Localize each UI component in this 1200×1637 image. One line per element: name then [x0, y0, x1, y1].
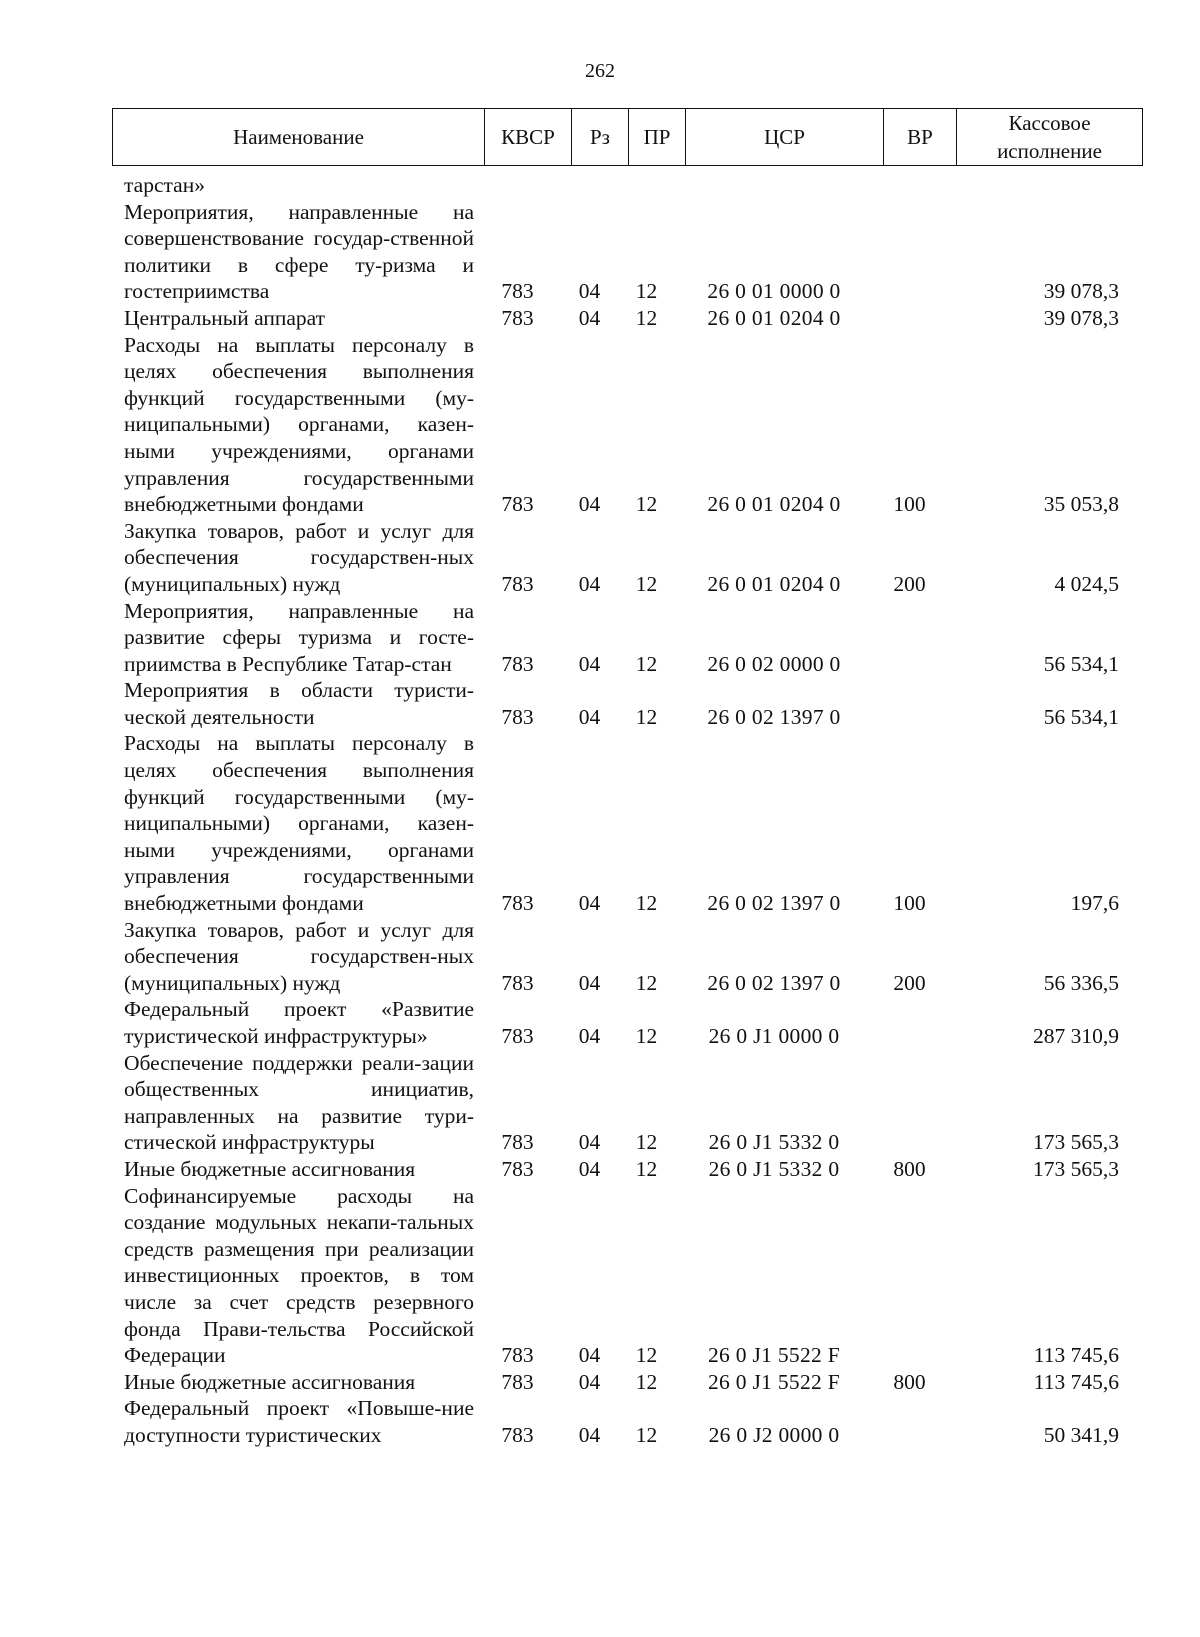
row-pr: 12: [635, 891, 658, 916]
header-cash-execution: Кассовое исполнение: [997, 111, 1102, 163]
row-pr: 12: [635, 704, 658, 729]
row-kvsr: 783: [501, 704, 534, 729]
row-rz: 04: [578, 891, 601, 916]
table-row: [112, 332, 1143, 518]
table-row: [112, 677, 1143, 730]
table-row: [112, 1050, 1143, 1156]
row-pr: 12: [635, 1343, 658, 1368]
row-kvsr: 783: [501, 1369, 534, 1394]
row-name: Софинансируемые расходы на создание модульных некапи-тальных средств размещения при реализации инвестиционных проектов, в том числе за счет средств резервного фонда Прави-тельства Российской Федерации: [124, 1183, 474, 1368]
row-kvsr: 783: [501, 891, 534, 916]
row-csr: 26 0 01 0204 0: [707, 305, 841, 330]
row-name: Иные бюджетные ассигнования: [124, 1156, 416, 1181]
row-csr: 26 0 01 0204 0: [707, 492, 841, 517]
row-vr: 100: [893, 891, 926, 916]
row-vr: 100: [893, 492, 926, 517]
row-pr: 12: [635, 1130, 658, 1155]
row-rz: 04: [578, 651, 601, 676]
row-rz: 04: [578, 1156, 601, 1181]
row-kvsr: 783: [501, 1156, 534, 1181]
row-name: Федеральный проект «Развитие туристической инфраструктуры»: [124, 997, 474, 1048]
row-csr: 26 0 02 1397 0: [707, 970, 841, 995]
row-pr: 12: [635, 1024, 658, 1048]
table-row: [112, 917, 1143, 997]
row-rz: 04: [578, 305, 601, 330]
row-pr: 12: [635, 305, 658, 330]
row-rz: 04: [578, 1024, 601, 1048]
row-kvsr: 783: [501, 305, 534, 330]
table-row: [112, 996, 1143, 1049]
row-pr: 12: [635, 1369, 658, 1394]
header-kvsr: КВСР: [485, 109, 572, 165]
table-header: [112, 108, 1143, 166]
row-csr: 26 0 J1 0000 0: [708, 1024, 840, 1048]
row-kvsr: 783: [501, 1130, 534, 1155]
table-row: [112, 1183, 1143, 1369]
header-pr: ПР: [629, 109, 686, 165]
row-pr: 12: [635, 1156, 658, 1181]
table-row: [112, 518, 1143, 598]
row-kvsr: 783: [501, 970, 534, 995]
row-pr: 12: [635, 279, 658, 304]
row-cash-execution: 173 565,3: [1033, 1156, 1119, 1181]
row-rz: 04: [578, 492, 601, 517]
row-pr: 12: [635, 970, 658, 995]
row-name: Мероприятия в области туристи-ческой деятельности: [124, 678, 474, 729]
row-pr: 12: [635, 571, 658, 596]
row-kvsr: 783: [501, 571, 534, 596]
row-name: Закупка товаров, работ и услуг для обеспечения государствен-ных (муниципальных) нужд: [124, 518, 474, 596]
row-cash-execution: 35 053,8: [1043, 492, 1119, 517]
row-cash-execution: 287 310,9: [1033, 1024, 1119, 1048]
row-vr: 800: [893, 1369, 926, 1394]
row-name: Расходы на выплаты персоналу в целях обеспечения выполнения функций государственными (му-ниципальными) органами, казен-ными учреждениями, органами управления государственными внебюджетными фондами: [124, 332, 474, 517]
table-row: [112, 1156, 1143, 1183]
row-pr: 12: [635, 492, 658, 517]
row-rz: 04: [578, 970, 601, 995]
row-kvsr: 783: [501, 1024, 534, 1048]
row-cash-execution: 56 534,1: [1043, 704, 1119, 729]
row-csr: 26 0 02 1397 0: [707, 704, 841, 729]
header-name: Наименование: [113, 109, 485, 165]
header-vr: ВР: [884, 109, 957, 165]
row-name: Обеспечение поддержки реали-зации общественных инициатив, направленных на развитие тури-стической инфраструктуры: [124, 1050, 474, 1155]
row-rz: 04: [578, 1343, 601, 1368]
row-csr: 26 0 J1 5332 0: [708, 1130, 840, 1155]
row-pr: 12: [635, 1422, 658, 1447]
row-cash-execution: 39 078,3: [1043, 305, 1119, 330]
row-cash-execution: 173 565,3: [1033, 1130, 1119, 1155]
row-csr: 26 0 01 0000 0: [707, 279, 841, 304]
table-body: [112, 172, 1143, 1449]
row-vr: 200: [893, 970, 926, 995]
row-kvsr: 783: [501, 1343, 534, 1368]
row-cash-execution: 197,6: [1070, 891, 1119, 916]
row-name: Мероприятия, направленные на совершенствование государ-ственной политики в сфере ту-ризма и гостеприимства: [124, 199, 474, 304]
row-kvsr: 783: [501, 492, 534, 517]
row-name: тарстан»: [124, 173, 205, 197]
row-csr: 26 0 J1 5332 0: [708, 1156, 840, 1181]
row-cash-execution: 39 078,3: [1043, 279, 1119, 304]
row-name: Иные бюджетные ассигнования: [124, 1369, 416, 1394]
row-kvsr: 783: [501, 651, 534, 676]
row-csr: 26 0 02 1397 0: [707, 891, 841, 916]
row-kvsr: 783: [501, 279, 534, 304]
header-rz: Рз: [572, 109, 629, 165]
row-cash-execution: 56 534,1: [1043, 651, 1119, 676]
row-kvsr: 783: [501, 1422, 534, 1447]
row-cash-execution: 113 745,6: [1033, 1369, 1119, 1394]
row-csr: 26 0 J1 5522 F: [707, 1369, 841, 1394]
page-number: 262: [585, 60, 615, 82]
row-cash-execution: 56 336,5: [1043, 970, 1119, 995]
row-csr: 26 0 J2 0000 0: [708, 1422, 840, 1447]
row-vr: 200: [893, 571, 926, 596]
table-row: [112, 1395, 1143, 1448]
row-rz: 04: [578, 1130, 601, 1155]
row-cash-execution: 50 341,9: [1043, 1422, 1119, 1447]
row-rz: 04: [578, 571, 601, 596]
row-name: Расходы на выплаты персоналу в целях обеспечения выполнения функций государственными (му-ниципальными) органами, казен-ными учреждениями, органами управления государственными внебюджетными фондами: [124, 731, 474, 916]
row-vr: 800: [893, 1156, 926, 1181]
row-name: Федеральный проект «Повыше-ние доступности туристических: [124, 1396, 474, 1447]
row-name: Мероприятия, направленные на развитие сферы туризма и госте-приимства в Республике Татар-стан: [124, 598, 474, 676]
header-csr: ЦСР: [686, 109, 884, 165]
table-row: [112, 172, 1143, 199]
row-pr: 12: [635, 651, 658, 676]
row-csr: 26 0 J1 5522 F: [707, 1343, 841, 1368]
row-rz: 04: [578, 1369, 601, 1394]
row-cash-execution: 113 745,6: [1033, 1343, 1119, 1368]
table-row: [112, 199, 1143, 305]
table-row: [112, 305, 1143, 332]
table-row: [112, 1369, 1143, 1396]
table-row: [112, 598, 1143, 678]
row-rz: 04: [578, 704, 601, 729]
row-rz: 04: [578, 1422, 601, 1447]
row-name: Закупка товаров, работ и услуг для обеспечения государствен-ных (муниципальных) нужд: [124, 917, 474, 995]
row-csr: 26 0 01 0204 0: [707, 571, 841, 596]
row-name: Центральный аппарат: [124, 305, 326, 330]
row-cash-execution: 4 024,5: [1054, 571, 1119, 596]
table-row: [112, 730, 1143, 916]
row-rz: 04: [578, 279, 601, 304]
row-csr: 26 0 02 0000 0: [707, 651, 841, 676]
